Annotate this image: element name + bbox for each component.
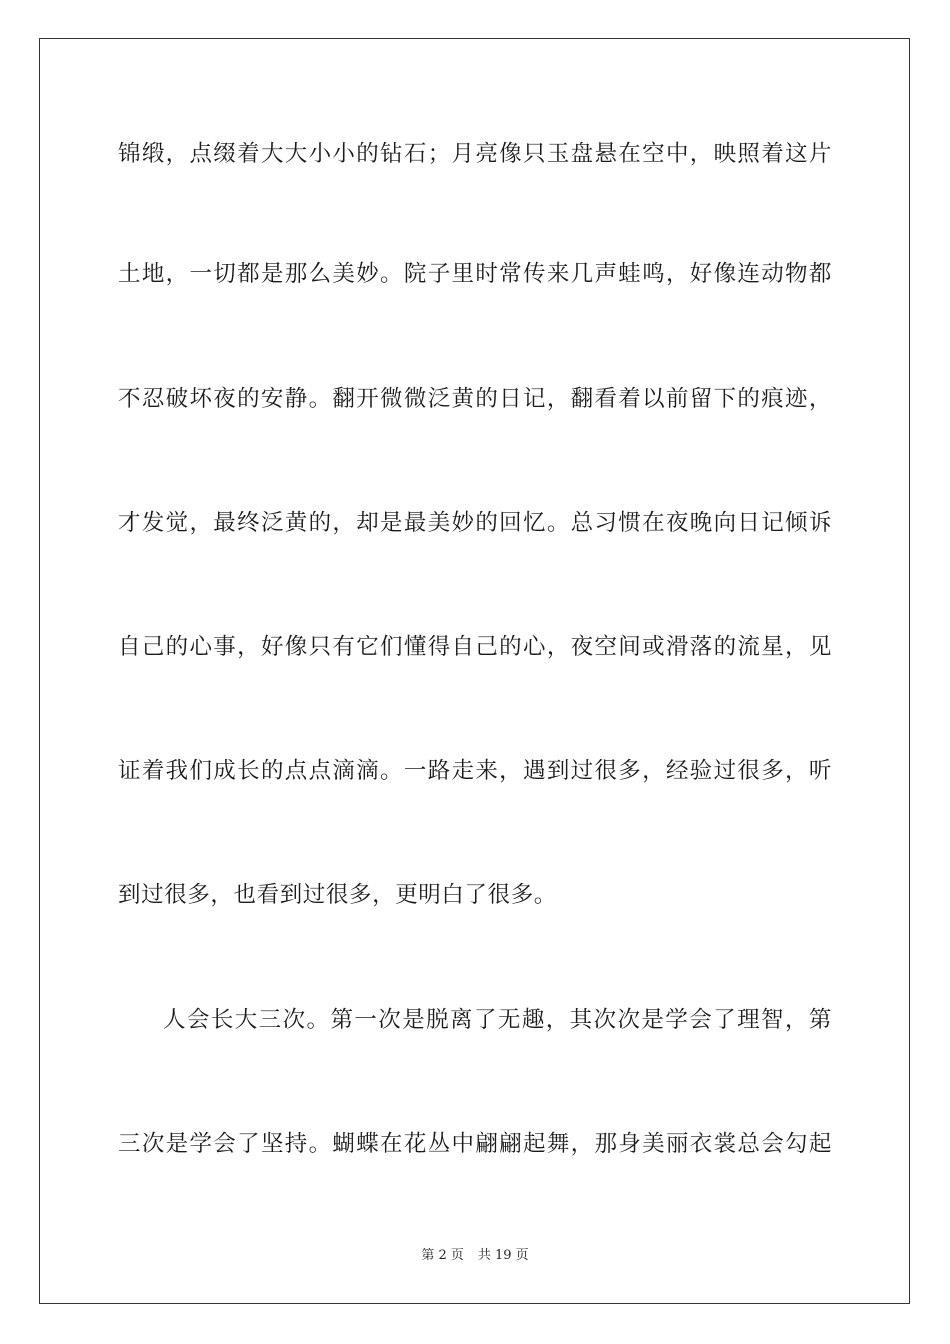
text-line: 到过很多，也看到过很多，更明白了很多。 (118, 882, 557, 908)
paragraph-start-line: 人会长大三次。第一次是脱离了无趣，其次次是学会了理智，第 (163, 1007, 832, 1033)
text-line: 证着我们成长的点点滴滴。一路走来，遇到过很多，经验过很多，听 (118, 758, 832, 784)
text-line: 自己的心事，好像只有它们懂得自己的心，夜空间或滑落的流星，见 (118, 634, 832, 660)
page-total: 共 19 页 (477, 1248, 529, 1263)
text-line: 土地，一切都是那么美妙。院子里时常传来几声蛙鸣，好像连动物都 (118, 261, 832, 287)
page-number: 第 2 页 (421, 1248, 464, 1263)
text-line: 锦缎，点缀着大大小小的钻石；月亮像只玉盘悬在空中，映照着这片 (118, 141, 832, 167)
text-line: 三次是学会了坚持。蝴蝶在花丛中翩翩起舞，那身美丽衣裳总会勾起 (118, 1131, 832, 1157)
page-border (39, 38, 910, 1304)
page-footer (0, 1247, 950, 1265)
text-line: 才发觉，最终泛黄的，却是最美妙的回忆。总习惯在夜晚向日记倾诉 (118, 510, 832, 536)
text-line: 不忍破坏夜的安静。翻开微微泛黄的日记，翻看着以前留下的痕迹， (118, 386, 832, 412)
